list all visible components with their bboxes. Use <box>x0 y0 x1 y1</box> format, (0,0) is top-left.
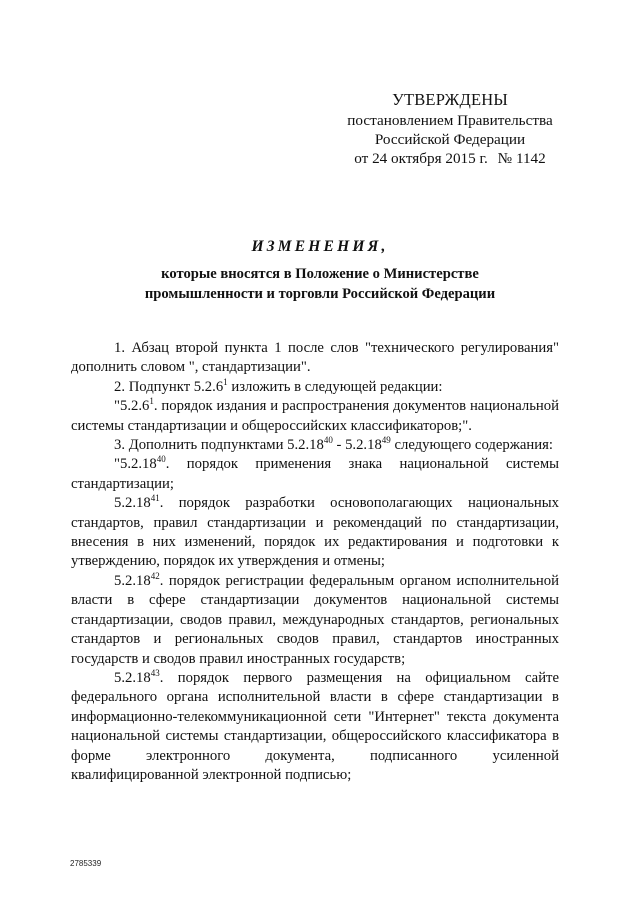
paragraph-5-sup: 40 <box>156 454 166 465</box>
paragraph-3-text: "5.2.6 <box>114 398 150 415</box>
approval-number: 1142 <box>515 150 546 167</box>
paragraph-7 <box>71 572 559 669</box>
document-title <box>70 238 570 304</box>
paragraph-2-sup: 1 <box>223 376 228 387</box>
approval-date-line <box>330 149 570 168</box>
paragraph-3-sup: 1 <box>149 396 154 407</box>
approval-block <box>330 90 570 168</box>
approval-caption: УТВЕРЖДЕНЫ <box>392 90 508 109</box>
paragraph-7-tail: . порядок регистрации федеральным органом исполнительной власти в сфере стандартизации документов национальной системы стандартизации, сводов правил, международных стандартов, региональных стандартов и региональных сводов правил, стандартов иностранных государств и сводов правил иностранных государств; <box>71 572 559 667</box>
paragraph-7-text: 5.2.18 <box>114 572 151 589</box>
approval-date: от 24 октября 2015 г. <box>354 150 488 167</box>
paragraph-3-tail: . порядок издания и распространения документов национальной системы стандартизации и общероссийских классификаторов;". <box>71 398 559 434</box>
paragraph-4-sup-1: 40 <box>323 435 333 446</box>
paragraph-7-sup: 42 <box>150 570 160 581</box>
paragraph-8-sup: 43 <box>150 668 160 679</box>
paragraph-5-tail: . порядок применения знака национальной системы стандартизации; <box>71 456 559 492</box>
paragraph-8 <box>71 669 559 785</box>
paragraph-8-text: 5.2.18 <box>114 669 151 686</box>
paragraph-6-sup: 41 <box>150 493 160 504</box>
paragraph-5 <box>71 455 559 494</box>
paragraph-5-text: "5.2.18 <box>114 456 157 473</box>
paragraph-4 <box>71 436 559 455</box>
paragraph-2-text: 2. Подпункт 5.2.6 <box>114 378 224 395</box>
title-sub-line-2: промышленности и торговли Российской Федерации <box>144 285 496 302</box>
paragraph-8-tail: . порядок первого размещения на официальном сайте федерального органа исполнительной власти в сфере стандартизации в информационно-телекоммуникационной сети "Интернет" текста документа национальной системы стандартизации, общероссийского классификатора в форме электронного документа, подписанного усиленной квалифицированной электронной подписью; <box>71 669 559 783</box>
paragraph-3 <box>71 397 559 436</box>
document-footer-number: 2785339 <box>70 859 102 868</box>
paragraph-2 <box>71 378 559 397</box>
paragraph-6-tail: . порядок разработки основополагающих национальных стандартов, правил стандартизации и рекомендаций по стандартизации, внесения в них изменений, порядок их редактирования и подготовки к утверждению, порядок их утверждения и отмены; <box>71 495 559 570</box>
approval-line-1: постановлением Правительства <box>347 112 553 129</box>
title-sub-line-1: которые вносятся в Положение о Министерстве <box>161 266 479 282</box>
paragraph-1: 1. Абзац второй пункта 1 после слов "технического регулирования" дополнить словом ", стандартизации". <box>71 340 559 376</box>
approval-number-label: № <box>497 150 513 167</box>
paragraph-4-text: 3. Дополнить подпунктами 5.2.18 <box>114 437 324 454</box>
paragraph-4-mid: - 5.2.18 <box>332 437 382 454</box>
paragraph-4-tail: следующего содержания: <box>390 437 553 454</box>
document-body <box>71 339 559 785</box>
approval-line-2: Российской Федерации <box>374 131 526 148</box>
paragraph-6 <box>71 494 559 572</box>
paragraph-4-sup-2: 49 <box>381 435 391 446</box>
paragraph-2-tail: изложить в следующей редакции: <box>227 378 443 395</box>
paragraph-6-text: 5.2.18 <box>114 495 151 512</box>
title-main: ИЗМЕНЕНИЯ, <box>251 238 389 255</box>
